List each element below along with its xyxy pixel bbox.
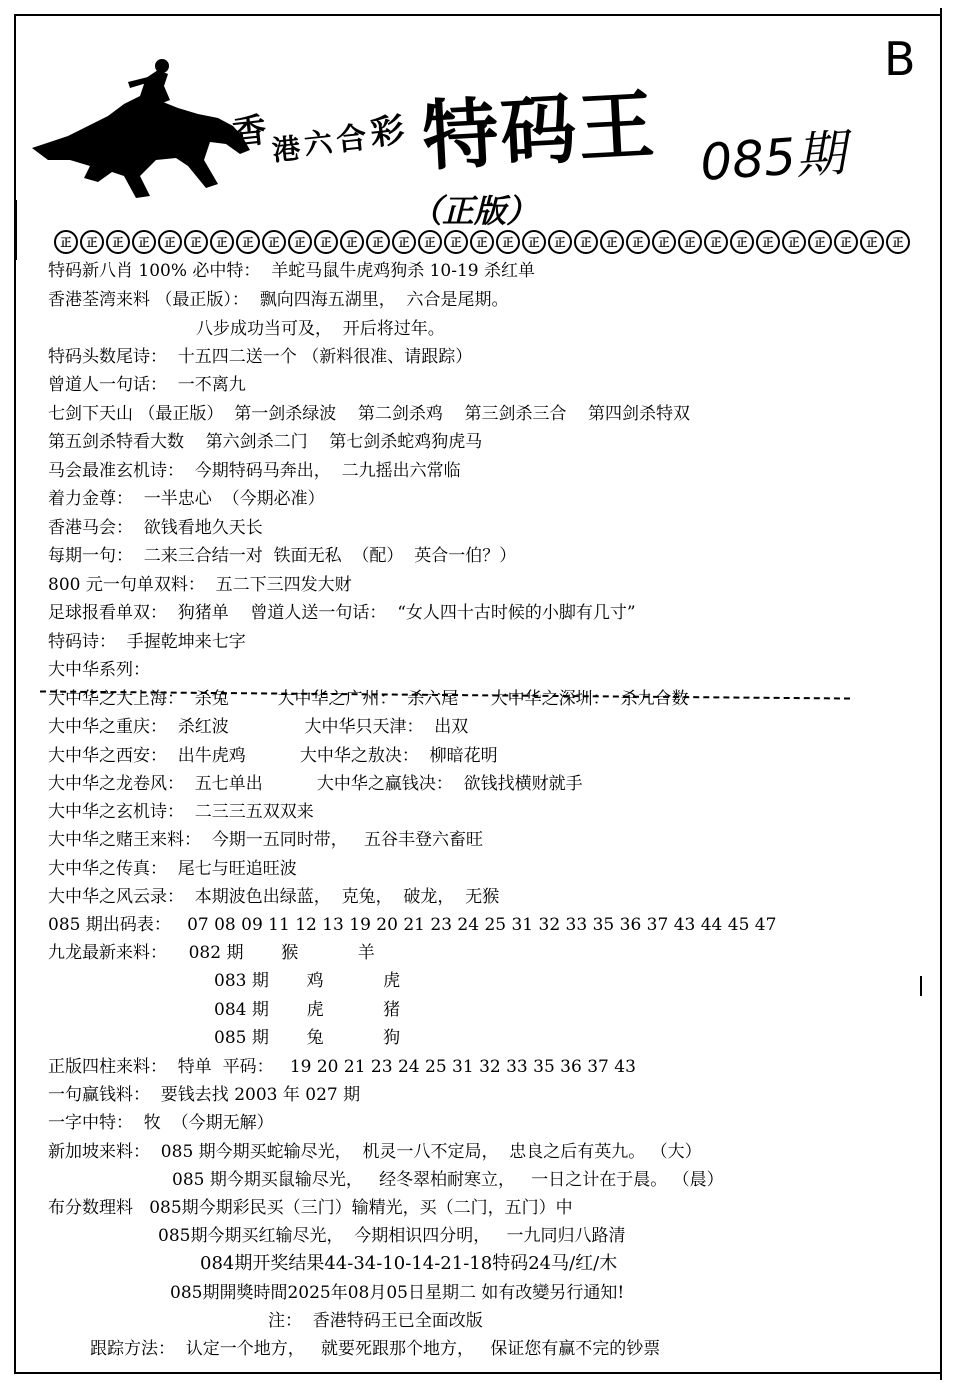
seal-icon: 正	[366, 230, 390, 254]
text-line: 大中华之传真： 尾七与旺追旺波	[48, 859, 297, 879]
text-line: 084 期 虎 猪	[214, 1000, 401, 1020]
seal-icon: 正	[522, 230, 546, 254]
seal-icon: 正	[288, 230, 312, 254]
text-line: 大中华之玄机诗： 二三三五双双来	[48, 802, 314, 822]
text-line: 注： 香港特码王已全面改版	[268, 1311, 483, 1331]
seal-icon: 正	[106, 230, 130, 254]
seal-icon: 正	[470, 230, 494, 254]
seal-icon: 正	[132, 230, 156, 254]
title-char: 六	[302, 125, 334, 162]
seal-icon: 正	[314, 230, 338, 254]
seal-icon: 正	[158, 230, 182, 254]
text-line: 跟踪方法： 认定一个地方， 就要死跟那个地方， 保证您有赢不完的钞票	[90, 1339, 661, 1359]
text-line: 085期開獎時間2025年08月05日星期二 如有改變另行通知!	[170, 1283, 625, 1303]
seal-icon: 正	[496, 230, 520, 254]
text-line: 大中华之风云录： 本期波色出绿蓝， 克兔， 破龙， 无猴	[48, 887, 500, 907]
seal-icon: 正	[730, 230, 754, 254]
seal-icon: 正	[54, 230, 78, 254]
text-line: 085 期今期买鼠输尽光， 经冬翠柏耐寒立， 一日之计在于晨。 （晨）	[172, 1170, 724, 1190]
title-char: 合	[334, 120, 369, 159]
text-line: 香港马会： 欲钱看地久天长	[48, 518, 263, 538]
main-title: 特码王	[420, 79, 659, 182]
text-line: 布分数理料 085期今期彩民买（三门）输精光，买（二门，五门）中	[48, 1198, 573, 1218]
horse-rider-icon	[28, 56, 258, 206]
seal-icon: 正	[548, 230, 572, 254]
seal-icon: 正	[262, 230, 286, 254]
text-line: 九龙最新来料： 082 期 猴 羊	[48, 943, 375, 963]
seal-icon: 正	[574, 230, 598, 254]
seal-icon: 正	[886, 230, 910, 254]
seal-row	[54, 230, 910, 254]
text-line: 一字中特： 牧 （今期无解）	[48, 1113, 274, 1133]
version-tag: （正版）	[410, 192, 539, 230]
scan-mark	[14, 200, 17, 260]
text-line: 大中华之重庆： 杀红波 大中华只天津： 出双	[48, 717, 469, 737]
seal-icon: 正	[340, 230, 364, 254]
seal-icon: 正	[860, 230, 884, 254]
text-line: 一句赢钱料： 要钱去找 2003 年 027 期	[48, 1085, 361, 1105]
seal-icon: 正	[782, 230, 806, 254]
text-line: 足球报看单双： 狗猪单 曾道人送一句话： “女人四十古时候的小脚有几寸”	[48, 603, 636, 623]
title-char: 香	[230, 110, 269, 154]
seal-icon: 正	[444, 230, 468, 254]
text-line: 香港荃湾来料 （最正版）： 飘向四海五湖里， 六合是尾期。	[48, 290, 509, 310]
text-line: 085 期 兔 狗	[214, 1028, 401, 1048]
seal-icon: 正	[756, 230, 780, 254]
seal-icon: 正	[678, 230, 702, 254]
text-line: 085期今期买红输尽光， 今期相识四分明， 一九同归八路清	[158, 1226, 626, 1246]
text-line: 大中华之西安： 出牛虎鸡 大中华之敖决： 柳暗花明	[48, 746, 498, 766]
text-line: 大中华之大上海： 杀兔 大中华之广州： 杀六尾 大中华之深圳： 杀九合数	[48, 689, 689, 709]
seal-icon: 正	[834, 230, 858, 254]
seal-icon: 正	[808, 230, 832, 254]
scan-mark	[920, 976, 922, 996]
seal-icon: 正	[392, 230, 416, 254]
text-line: 七剑下天山 （最正版） 第一剑杀绿波 第二剑杀鸡 第三剑杀三合 第四剑杀特双	[48, 404, 691, 424]
text-line: 新加坡来料： 085 期今期买蛇输尽光， 机灵一八不定局， 忠良之后有英九。 （大）	[48, 1142, 702, 1162]
text-line: 084期开奖结果44-34-10-14-21-18特码24马/红/木	[200, 1253, 618, 1274]
title-char: 港	[270, 131, 302, 168]
text-line: 大中华系列：	[48, 660, 150, 680]
seal-icon: 正	[184, 230, 208, 254]
seal-icon: 正	[652, 230, 676, 254]
right-edge-line	[940, 8, 942, 1380]
text-line: 八步成功当可及， 开后将过年。	[196, 319, 445, 339]
text-line: 第五剑杀特看大数 第六剑杀二门 第七剑杀蛇鸡狗虎马	[48, 432, 483, 452]
seal-icon: 正	[236, 230, 260, 254]
text-line: 马会最准玄机诗： 今期特码马奔出， 二九摇出六常临	[48, 461, 461, 481]
seal-icon: 正	[704, 230, 728, 254]
seal-icon: 正	[626, 230, 650, 254]
text-line: 正版四柱来料： 特单 平码： 19 20 21 23 24 25 31 32 33 35 36 37 43	[48, 1057, 636, 1077]
seal-icon: 正	[210, 230, 234, 254]
text-line: 大中华之龙卷风： 五七单出 大中华之赢钱决： 欲钱找横财就手	[48, 774, 583, 794]
title-char: 彩	[368, 110, 407, 154]
text-line: 083 期 鸡 虎	[214, 971, 401, 991]
seal-icon: 正	[600, 230, 624, 254]
text-line: 每期一句： 二来三合结一对 铁面无私 （配） 英合一伯？）	[48, 546, 517, 566]
text-line: 着力金尊： 一半忠心 （今期必准）	[48, 489, 325, 509]
seal-icon: 正	[80, 230, 104, 254]
text-line: 曾道人一句话： 一不离九	[48, 375, 246, 395]
text-line: 大中华之赌王来料： 今期一五同时带， 五谷丰登六畜旺	[48, 830, 484, 850]
text-line: 特码新八肖 100% 必中特： 羊蛇马鼠牛虎鸡狗杀 10-19 杀红单	[48, 261, 536, 281]
text-line: 特码头数尾诗： 十五四二送一个 （新料很准、请跟踪）	[48, 347, 473, 367]
text-line: 800 元一句单双料： 五二下三四发大财	[48, 575, 352, 595]
text-line: 085 期出码表： 07 08 09 11 12 13 19 20 21 23 24 25 31 32 33 35 36 37 43 44 45 47	[48, 915, 777, 935]
issue-number: 085期	[698, 123, 848, 192]
edition-mark: B	[884, 32, 916, 86]
seal-icon: 正	[418, 230, 442, 254]
text-line: 特码诗： 手握乾坤来七字	[48, 632, 246, 652]
